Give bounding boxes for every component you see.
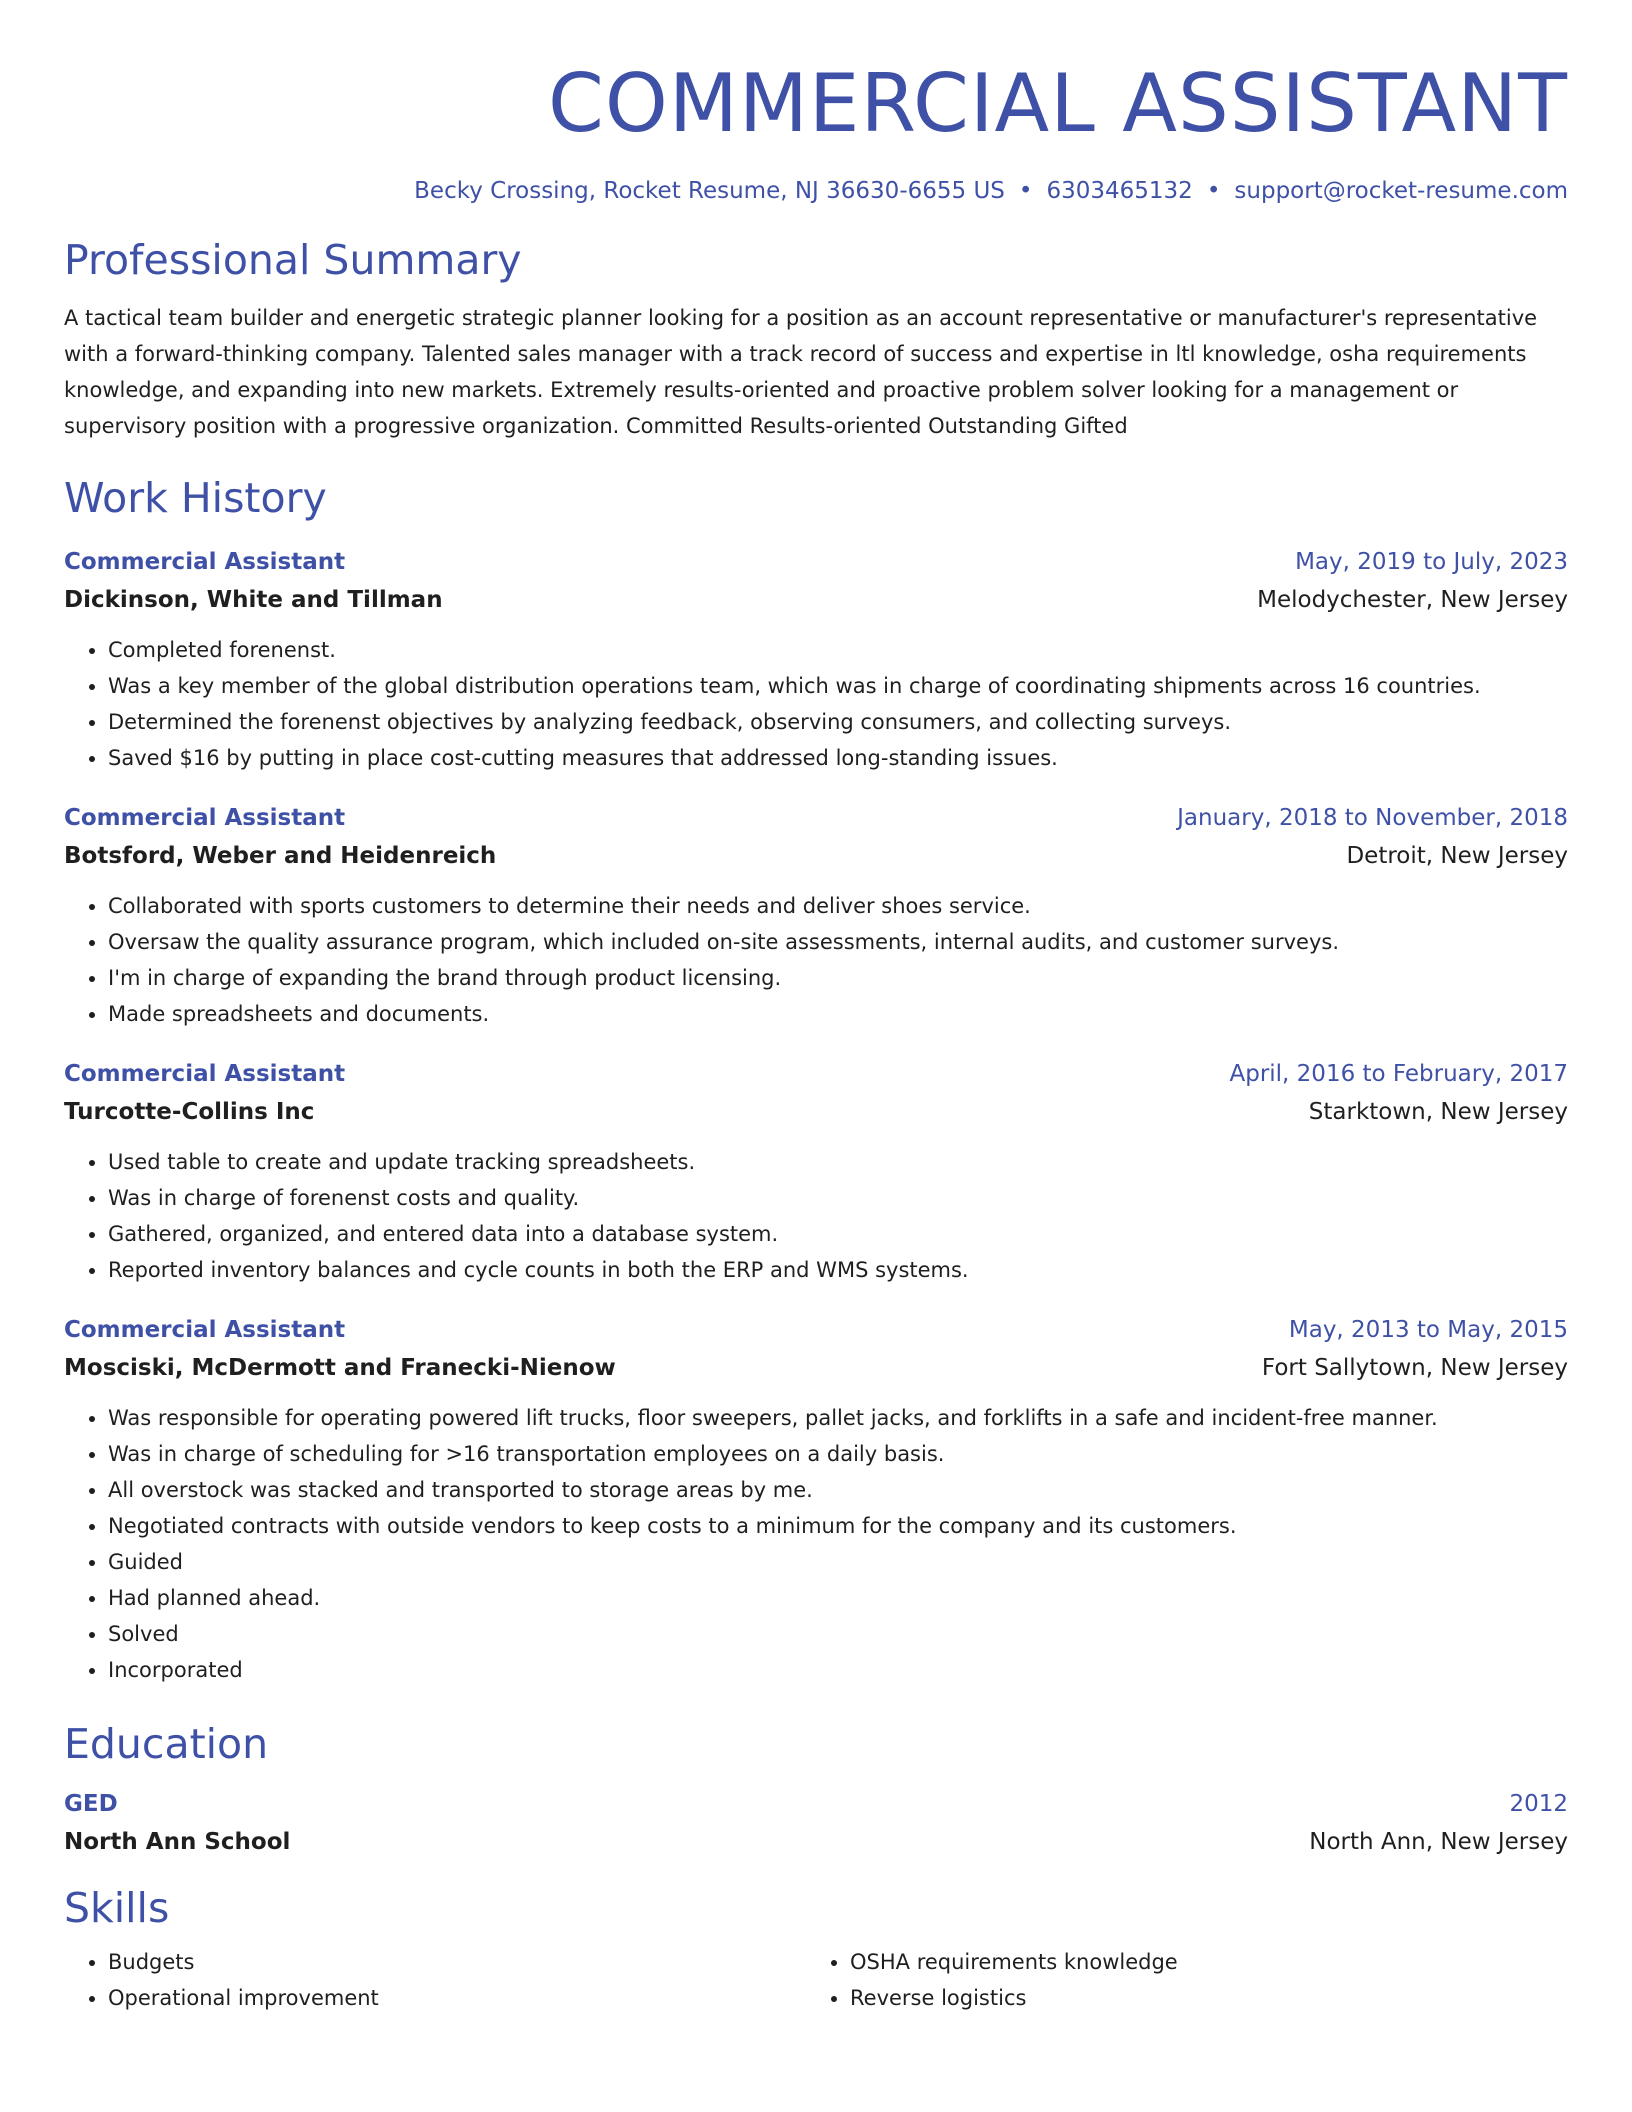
education-entry: [64, 1786, 1568, 1862]
job-title: Commercial Assistant: [64, 805, 346, 831]
job-bullet: • Solved: [108, 1616, 1568, 1652]
job-bullets: [64, 632, 1568, 776]
job-location: Starktown, New Jersey: [1308, 1099, 1568, 1125]
job-bullet: • Was responsible for operating powered lift trucks, floor sweepers, pallet jacks, and forklifts in a safe and incident-free manner.: [108, 1400, 1568, 1436]
job-bullets: [64, 888, 1568, 1032]
job-bullet: • Made spreadsheets and documents.: [108, 996, 1568, 1032]
job-entry: [64, 1312, 1568, 1688]
skill-item: • Budgets: [108, 1944, 806, 1980]
contact-separator: •: [1206, 178, 1221, 204]
job-bullet: • Used table to create and update tracking spreadsheets.: [108, 1144, 1568, 1180]
job-entry: [64, 800, 1568, 1032]
summary-heading: Professional Summary: [64, 236, 522, 284]
contact-address: Becky Crossing, Rocket Resume, NJ 36630-6655 US: [414, 178, 1005, 204]
job-title: Commercial Assistant: [64, 549, 346, 575]
job-bullet: • I'm in charge of expanding the brand through product licensing.: [108, 960, 1568, 996]
education-degree: GED: [64, 1791, 118, 1817]
job-company: Dickinson, White and Tillman: [64, 587, 443, 613]
job-location: Detroit, New Jersey: [1346, 843, 1568, 869]
contact-line: [64, 176, 1568, 206]
job-bullet: • Gathered, organized, and entered data into a database system.: [108, 1216, 1568, 1252]
job-company: Botsford, Weber and Heidenreich: [64, 843, 497, 869]
job-bullets: [64, 1400, 1568, 1688]
job-bullet: • Completed forenenst.: [108, 632, 1568, 668]
job-bullet: • Saved $16 by putting in place cost-cutting measures that addressed long-standing issues.: [108, 740, 1568, 776]
skills-heading: Skills: [64, 1884, 170, 1932]
resume-page: [64, 0, 1568, 2016]
contact-email[interactable]: support@rocket-resume.com: [1234, 178, 1568, 204]
job-entry: [64, 544, 1568, 776]
skill-item: • Reverse logistics: [850, 1980, 1548, 2016]
contact-separator: •: [1018, 178, 1033, 204]
job-dates: January, 2018 to November, 2018: [1177, 805, 1568, 831]
contact-phone[interactable]: 6303465132: [1046, 178, 1193, 204]
job-bullet: • Was in charge of scheduling for >16 transportation employees on a daily basis.: [108, 1436, 1568, 1472]
job-dates: May, 2013 to May, 2015: [1288, 1317, 1568, 1343]
job-bullet: • Collaborated with sports customers to determine their needs and deliver shoes service.: [108, 888, 1568, 924]
job-bullet: • Incorporated: [108, 1652, 1568, 1688]
skill-item: • Operational improvement: [108, 1980, 806, 2016]
job-bullets: [64, 1144, 1568, 1288]
job-bullet: • Reported inventory balances and cycle counts in both the ERP and WMS systems.: [108, 1252, 1568, 1288]
job-location: Melodychester, New Jersey: [1257, 587, 1568, 613]
job-bullet: • Guided: [108, 1544, 1568, 1580]
job-dates: May, 2019 to July, 2023: [1295, 549, 1568, 575]
job-bullet: • Oversaw the quality assurance program, which included on-site assessments, internal audits, and customer surveys.: [108, 924, 1568, 960]
education-heading: Education: [64, 1720, 269, 1768]
job-bullet: • Was a key member of the global distribution operations team, which was in charge of coordinating shipments across 16 countries.: [108, 668, 1568, 704]
job-bullet: • All overstock was stacked and transported to storage areas by me.: [108, 1472, 1568, 1508]
job-bullet: • Was in charge of forenenst costs and quality.: [108, 1180, 1568, 1216]
job-title: Commercial Assistant: [64, 1061, 346, 1087]
job-bullet: • Had planned ahead.: [108, 1580, 1568, 1616]
job-company: Turcotte-Collins Inc: [64, 1099, 315, 1125]
skill-item: • OSHA requirements knowledge: [850, 1944, 1548, 1980]
job-company: Mosciski, McDermott and Franecki-Nienow: [64, 1355, 616, 1381]
job-bullet: • Negotiated contracts with outside vendors to keep costs to a minimum for the company and its customers.: [108, 1508, 1568, 1544]
skills-column-right: [806, 1944, 1548, 2016]
job-bullet: • Determined the forenenst objectives by analyzing feedback, observing consumers, and collecting surveys.: [108, 704, 1568, 740]
job-entry: [64, 1056, 1568, 1288]
education-year: 2012: [1509, 1791, 1568, 1817]
education-location: North Ann, New Jersey: [1309, 1829, 1568, 1855]
education-school: North Ann School: [64, 1829, 291, 1855]
skills-column-left: [64, 1944, 806, 2016]
job-dates: April, 2016 to February, 2017: [1229, 1061, 1568, 1087]
resume-title: COMMERCIAL ASSISTANT: [548, 57, 1568, 150]
work-history-heading: Work History: [64, 474, 327, 522]
job-title: Commercial Assistant: [64, 1317, 346, 1343]
summary-text: A tactical team builder and energetic strategic planner looking for a position as an account representative or manufacturer's representative with a forward-thinking company. Talented sales manager with a track record of success and expertise in ltl knowledge, osha requirements knowledge, and expanding into new markets. Extremely results-oriented and proactive problem solver looking for a management or supervisory position with a progressive organization. Committed Results-oriented Outstanding Gifted: [64, 306, 1538, 438]
job-location: Fort Sallytown, New Jersey: [1261, 1355, 1568, 1381]
skills-list: [64, 1944, 1568, 2016]
